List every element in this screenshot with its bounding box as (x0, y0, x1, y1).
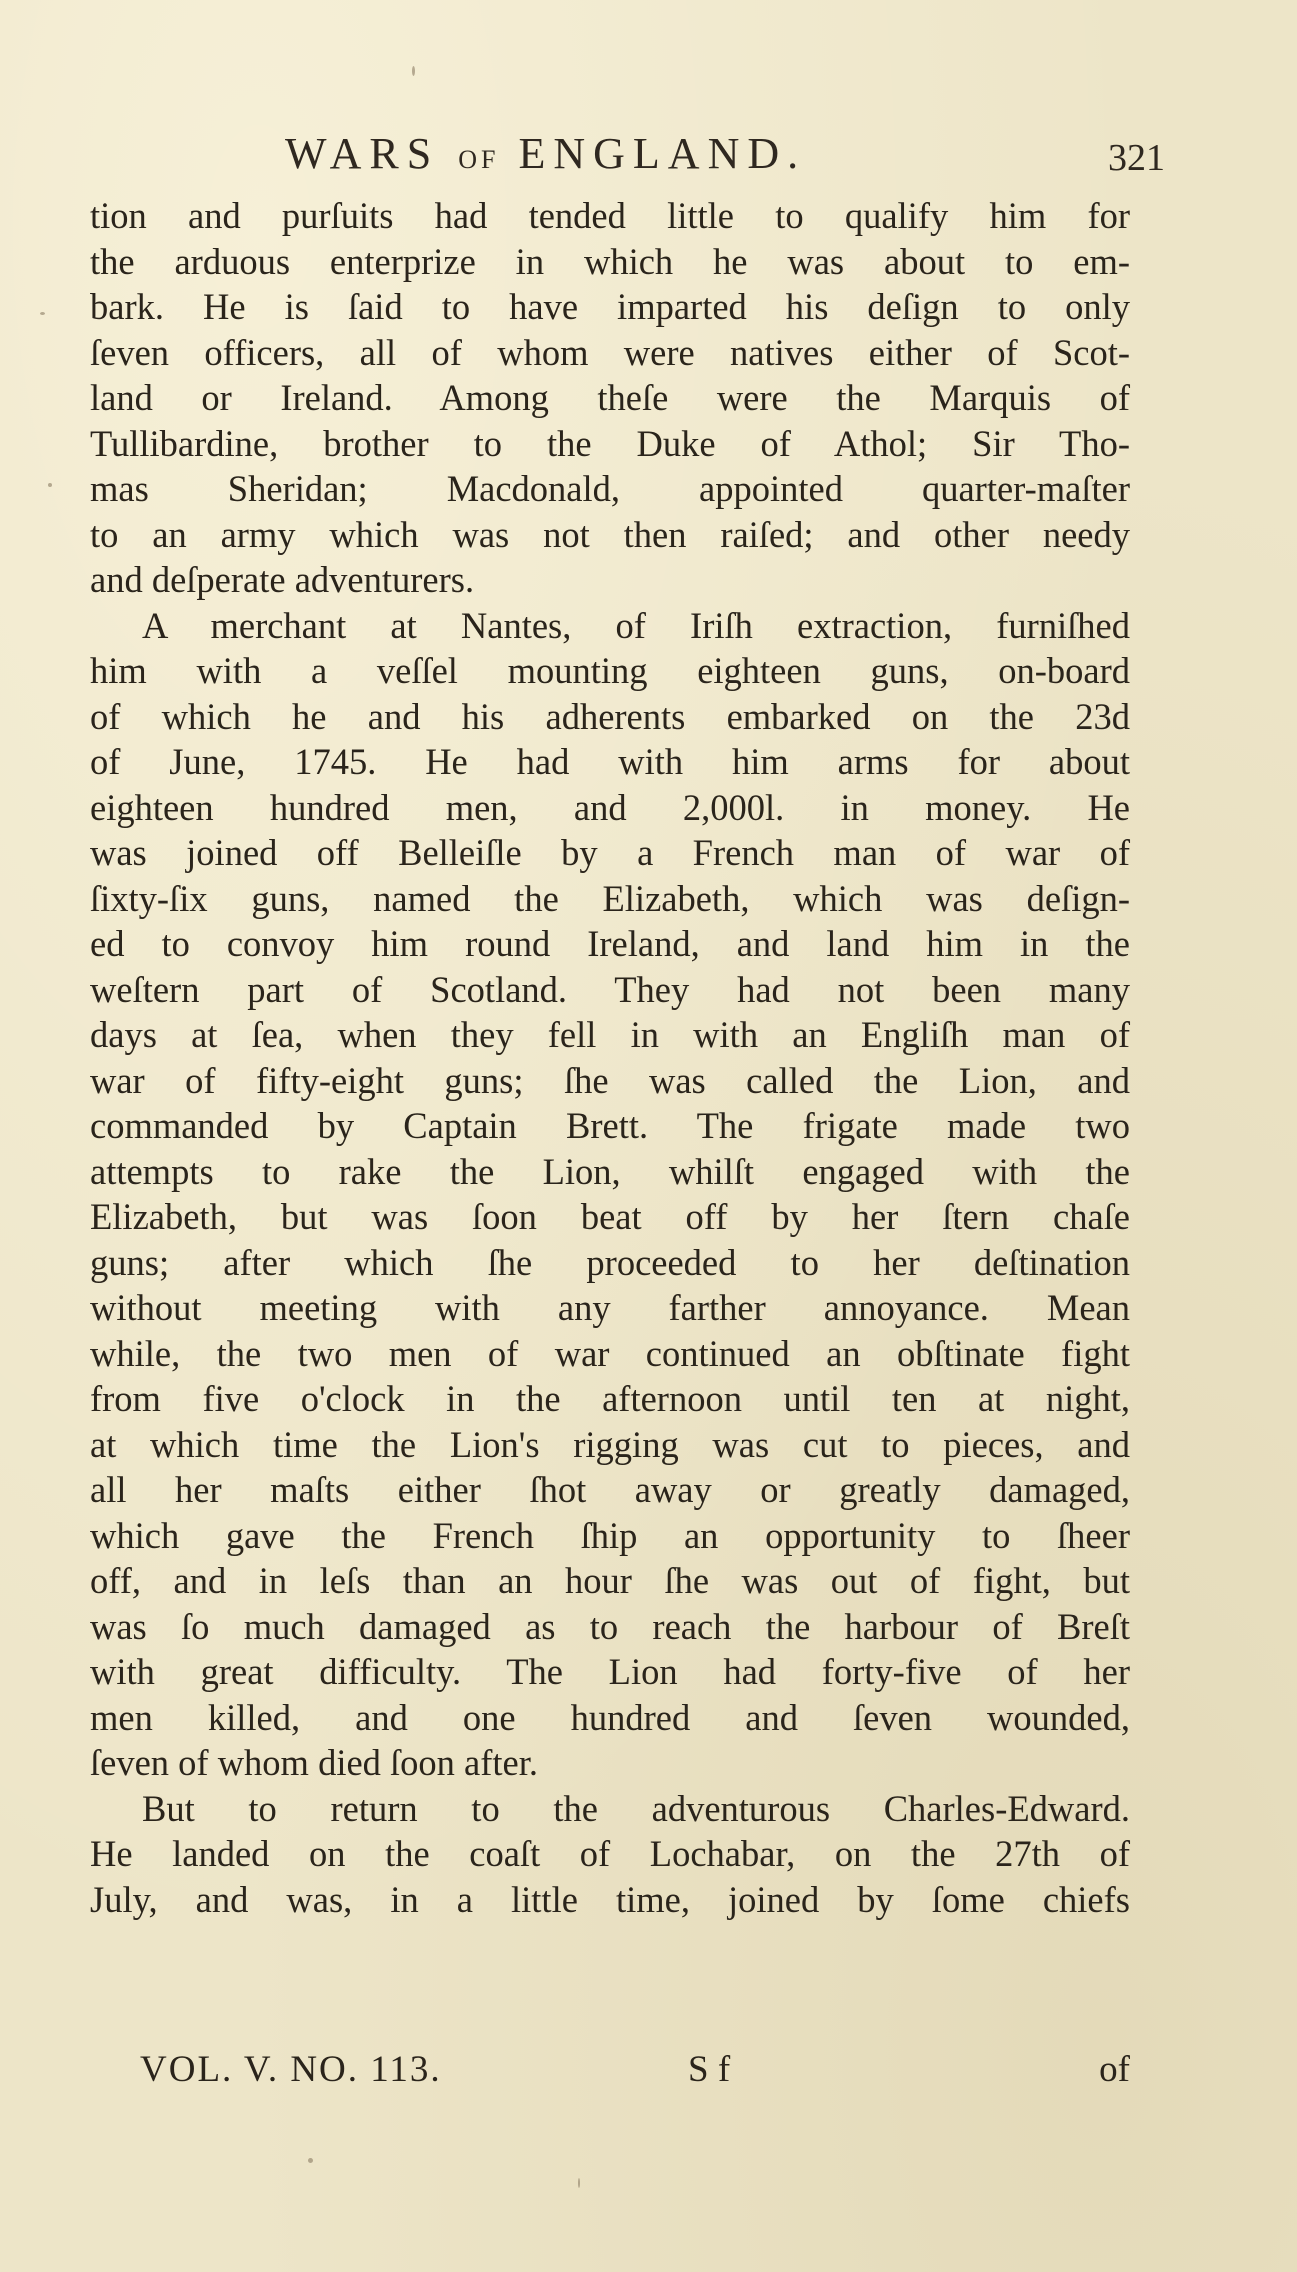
text-line: days at ſea, when they fell in with an Engliſh man of (90, 1014, 1130, 1055)
text-line: while, the two men of war continued an obſtinate fight (90, 1332, 1130, 1374)
paper-speck (412, 66, 415, 76)
text-line: ſeven officers, all of whom were natives either of Scot- (90, 331, 1130, 373)
text-line: Elizabeth, but was ſoon beat off by her ſtern chaſe (90, 1196, 1130, 1237)
text-line: ſixty-ſix guns, named the Elizabeth, which was deſign- (90, 877, 1130, 919)
signature-mark: S f (688, 2049, 731, 2090)
catchword: of (1099, 2049, 1130, 2090)
paper-speck (48, 483, 52, 487)
text-line: men killed, and one hundred and ſeven wounded, (90, 1696, 1130, 1738)
text-line: at which time the Lion's rigging was cut to pieces, and (90, 1423, 1130, 1465)
text-line: July, and was, in a little time, joined by ſome chiefs (90, 1878, 1130, 1920)
running-title-wars: WARS (285, 129, 459, 178)
text-line: eighteen hundred men, and 2,000l. in money. He (90, 786, 1130, 828)
text-line: to an army which was not then raiſed; and other needy (90, 513, 1130, 555)
text-line: off, and in leſs than an hour ſhe was out of fight, but (90, 1560, 1130, 1601)
text-line: guns; after which ſhe proceeded to her deſtination (90, 1241, 1130, 1283)
text-line: bark. He is ſaid to have imparted his deſign to only (90, 286, 1130, 327)
text-line: of which he and his adherents embarked on the 23d (90, 695, 1130, 737)
text-line: land or Ireland. Among theſe were the Marquis of (90, 377, 1130, 418)
text-line: was joined off Belleiſle by a French man of war of (90, 832, 1130, 873)
text-line: without meeting with any farther annoyance. Mean (90, 1287, 1130, 1328)
text-line: He landed on the coaſt of Lochabar, on the 27th of (90, 1833, 1130, 1874)
text-line: all her maſts either ſhot away or greatly damaged, (90, 1469, 1130, 1510)
paper-speck (40, 312, 45, 315)
text-line: from five o'clock in the afternoon until ten at night, (90, 1378, 1130, 1419)
page-number: 321 (1108, 137, 1165, 179)
text-line: A merchant at Nantes, of Iriſh extraction, furniſhed (142, 604, 1130, 646)
text-line: commanded by Captain Brett. The frigate made two (90, 1105, 1130, 1146)
page-header (285, 128, 1165, 188)
text-line: Tullibardine, brother to the Duke of Athol; Sir Tho- (90, 422, 1130, 464)
text-line: tion and purſuits had tended little to qualify him for (90, 195, 1130, 236)
paper-speck (308, 2158, 313, 2163)
text-line: and deſperate adventurers. (90, 559, 475, 600)
running-title-of: OF (458, 145, 500, 174)
text-line: war of fifty-eight guns; ſhe was called the Lion, and (90, 1059, 1130, 1101)
text-line: which gave the French ſhip an opportunity to ſheer (90, 1514, 1130, 1556)
volume-number: VOL. V. NO. 113. (140, 2049, 442, 2090)
text-line: ſeven of whom died ſoon after. (90, 1742, 539, 1783)
text-line: him with a veſſel mounting eighteen guns, on-board (90, 650, 1130, 691)
running-title-england: ENGLAND. (499, 129, 807, 178)
text-line: attempts to rake the Lion, whilſt engaged with the (90, 1150, 1130, 1192)
text-line: mas Sheridan; Macdonald, appointed quarter-maſter (90, 468, 1130, 509)
running-title (285, 128, 806, 179)
page-footer (140, 2048, 1130, 2098)
text-line: was ſo much damaged as to reach the harbour of Breſt (90, 1605, 1130, 1647)
text-line: the arduous enterprize in which he was about to em- (90, 240, 1130, 282)
text-line: weſtern part of Scotland. They had not been many (90, 968, 1130, 1010)
text-line: of June, 1745. He had with him arms for about (90, 741, 1130, 782)
text-line: ed to convoy him round Ireland, and land him in the (90, 923, 1130, 964)
text-line: But to return to the adventurous Charles-Edward. (142, 1787, 1130, 1829)
paper-speck (578, 2178, 580, 2188)
body-text (90, 193, 1130, 1922)
text-line: with great difficulty. The Lion had forty-five of her (90, 1651, 1130, 1692)
